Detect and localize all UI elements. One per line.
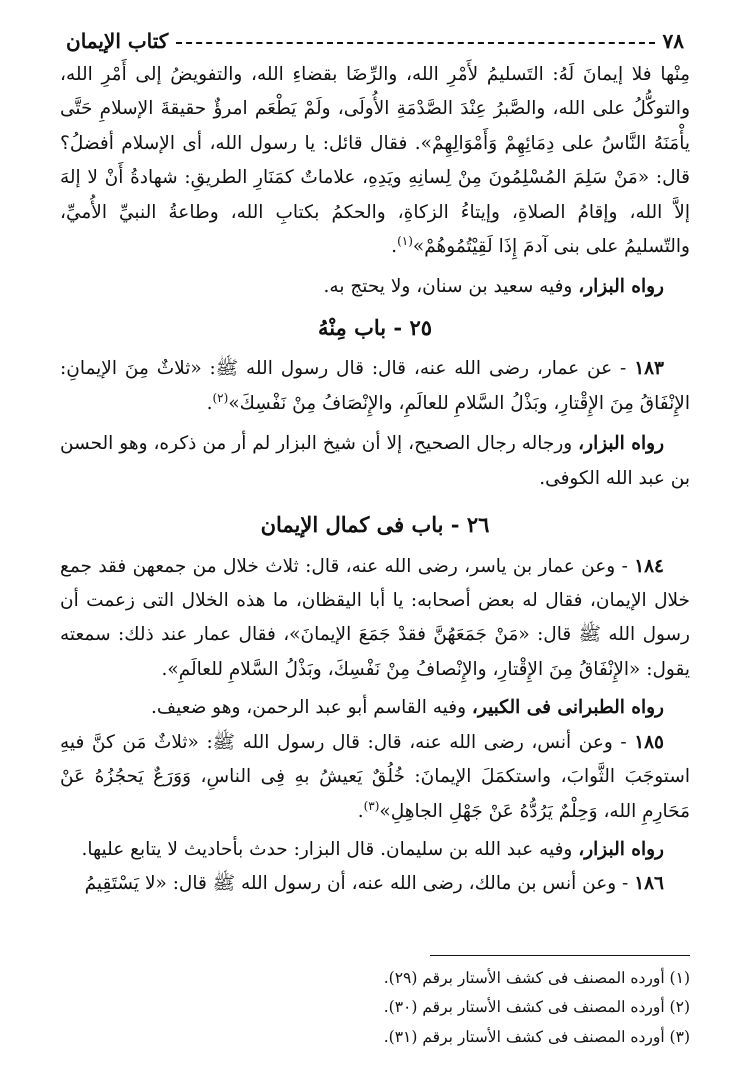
footnote: (١) أورده المصنف فى كشف الأستار برقم (٢٩).: [383, 969, 690, 987]
source-note: [60, 270, 690, 304]
footnote-ref: (٢): [212, 390, 229, 405]
hadith-text: - عن عمار، رضى الله عنه، قال: قال رسول الله ﷺ: «ثلاثٌ مِنَ الإيمانِ: الإِنْفَاقُ مِنَ الإِقْتارِ، وبَذْلُ السَّلامِ للعالَمِ، والإِنْصَافُ مِنْ نَفْسِكَ»: [60, 358, 690, 414]
hadith-text: - وعن أنس، رضى الله عنه، قال: قال رسول الله ﷺ: «ثلاثٌ مَن كنَّ فيهِ استوجَبَ الثَّوابَ، واستكمَلَ الإيمانَ: خُلُقٌ يَعيشُ بهِ فِى الناسِ، وَوَرَعٌ يَحجُزُهُ عَنْ مَحَارِمِ الله، وَحِلْمٌ يَرُدُّهُ عَنْ جَهْلِ الجاهِلِ»: [60, 731, 690, 822]
chapter-heading: ٢٦ - باب فى كمال الإيمان: [260, 512, 490, 538]
chapter-heading: ٢٥ - باب مِنْهُ: [317, 314, 433, 340]
hadith-paragraph: ١٨٣ - عن عمار، رضى الله عنه، قال: قال رسول الله ﷺ: «ثلاثٌ مِنَ الإيمانِ: الإِنْفَاقُ مِنَ الإِقْتارِ، وبَذْلُ السَّلامِ للعالَمِ، والإِنْصَافُ مِنْ نَفْسِكَ»$^{(٢)}$.: [60, 358, 690, 414]
hadith-number: ١٨٦: [634, 873, 664, 895]
hadith-paragraph: [60, 867, 690, 901]
source-label: رواه الطبرانى فى الكبير،: [471, 697, 664, 719]
footnote: (٣) أورده المصنف فى كشف الأستار برقم (٣١).: [383, 1027, 690, 1046]
source-note: [60, 833, 690, 867]
hadith-text: مِنْها فلا إيمانَ لَهُ: التَسليمُ لأَمْرِ الله، والرِّضَا بقضاءِ الله، والتفويضُ إلى أَمْرِ الله، والتوكُّلُ على الله، والصَّبرُ عِنْدَ الصَّدْمَةِ الأُولَى، ولَمْ يَطْعَم امرؤٌ حقيقةَ الإسلامِ حَتَّى يأْمَنَهُ النَّاسُ على دِمَائِهِمْ وَأَمْوَالِهِمْ». فقال قائل: يا رسول الله، أى الإسلام أفضلُ؟ قال: «مَنْ سَلِمَ المُسْلِمُونَ مِنْ لِسانِهِ ويَدِهِ، علاماتٌ كمَنَارِ الطريقِ: شهادةُ أَنْ لا إلهَ إلاَّ الله، وإقامُ الصلاةِ، وإيتاءُ الزكاةِ، والحكمُ بكتابِ الله، وطاعةُ النبيِّ الأُميِّ، والتّسليمُ على بنى آدمَ إِذَا لَقِيْتُمُوهُمْ»: [60, 64, 690, 258]
source-comment: وفيه سعيد بن سنان، ولا يحتج به.: [323, 276, 579, 298]
source-comment: ورجاله رجال الصحيح، إلا أن شيخ البزار لم أر من ذكره، وهو الحسن بن عبد الله الكوفى.: [60, 433, 690, 489]
source-comment: وفيه عبد الله بن سليمان. قال البزار: حدث بأحاديث لا يتابع عليها.: [81, 838, 579, 860]
running-header: [66, 26, 684, 56]
source-comment: وفيه القاسم أبو عبد الرحمن، وهو ضعيف.: [151, 697, 472, 719]
hadith-number: ١٨٤: [634, 555, 664, 577]
book-title: كتاب الإيمان: [66, 29, 169, 53]
source-note: [60, 427, 690, 496]
hadith-paragraph: [60, 550, 690, 688]
hadith-paragraph: ١٨٥ - وعن أنس، رضى الله عنه، قال: قال رسول الله ﷺ: «ثلاثٌ مَن كنَّ فيهِ استوجَبَ الثَّوابَ، واستكمَلَ الإيمانَ: خُلُقٌ يَعيشُ بهِ فِى الناسِ، وَوَرَعٌ يَحجُزُهُ عَنْ مَحَارِمِ الله، وَحِلْمٌ يَرُدُّهُ عَنْ جَهْلِ الجاهِلِ»$^{(٣)}$.: [60, 731, 690, 822]
page-body: [60, 58, 690, 902]
source-label: رواه البزار،: [578, 838, 664, 860]
source-label: رواه البزار،: [578, 276, 664, 298]
hadith-continuation: مِنْها فلا إيمانَ لَهُ: التَسليمُ لأَمْرِ الله، والرِّضَا بقضاءِ الله، والتفويضُ إلى أَمْرِ الله، والتوكُّلُ على الله، والصَّبرُ عِنْدَ الصَّدْمَةِ الأُولَى، ولَمْ يَطْعَم امرؤٌ حقيقةَ الإسلامِ حَتَّى يأْمَنَهُ النَّاسُ على دِمَائِهِمْ وَأَمْوَالِهِمْ». فقال قائل: يا رسول الله، أى الإسلام أفضلُ؟ قال: «مَنْ سَلِمَ المُسْلِمُونَ مِنْ لِسانِهِ ويَدِهِ، علاماتٌ كمَنَارِ الطريقِ: شهادةُ أَنْ لا إلهَ إلاَّ الله، وإقامُ الصلاةِ، وإيتاءُ الزكاةِ، والحكمُ بكتابِ الله، وطاعةُ النبيِّ الأُميِّ، والتّسليمُ على بنى آدمَ إِذَا لَقِيْتُمُوهُمْ»$^{(١)}$.: [60, 64, 690, 258]
footnote-rule: [430, 955, 690, 956]
source-note: [60, 691, 690, 725]
hadith-number: ١٨٣: [634, 358, 664, 380]
page-number: ٧٨: [662, 29, 684, 53]
hadith-text: - وعن عمار بن ياسر، رضى الله عنه، قال: ثلاث خلال من جمعهن فقد جمع خلال الإيمان، فقال له بعض أصحابه: يا أبا اليقظان، ما هذه الخلال التى زعمت أن رسول الله ﷺ قال: «مَنْ جَمَعَهُنَّ فقدْ جَمَعَ الإيمانَ»، فقال عمار عند ذلك: سمعته يقول: «الإِنْفَاقُ مِنَ الإِقْتارِ، والإِنْصافُ مِنْ نَفْسِكَ، وبَذْلُ السَّلامِ للعالَمِ».: [60, 555, 690, 680]
hadith-text: - وعن أنس بن مالك، رضى الله عنه، أن رسول الله ﷺ قال: «لا يَسْتَقِيمُ: [84, 873, 635, 895]
footnote: (٢) أورده المصنف فى كشف الأستار برقم (٣٠).: [383, 998, 690, 1017]
footnotes: [60, 955, 690, 1052]
header-dashed-rule: [176, 42, 654, 44]
source-label: رواه البزار،: [578, 433, 664, 455]
footnote-ref: (١): [397, 233, 413, 248]
hadith-number: ١٨٥: [634, 731, 664, 753]
footnote-ref: (٣): [363, 798, 380, 813]
